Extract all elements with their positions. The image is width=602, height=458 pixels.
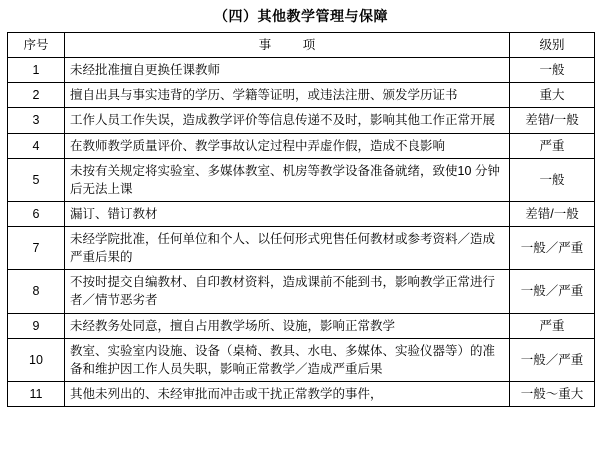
- row-item: 其他未列出的、未经审批而冲击或干扰正常教学的事件，: [65, 381, 510, 406]
- row-level: 一般～重大: [510, 381, 595, 406]
- row-no: 10: [8, 338, 65, 381]
- table-body: [8, 58, 595, 407]
- table-row: [8, 83, 595, 108]
- row-level: 严重: [510, 133, 595, 158]
- row-level: 差错/一般: [510, 108, 595, 133]
- column-header-item: 事 项: [65, 33, 510, 58]
- table-row: [8, 381, 595, 406]
- table-row: [8, 270, 595, 313]
- row-level: 一般: [510, 158, 595, 201]
- table-row: [8, 201, 595, 226]
- row-no: 3: [8, 108, 65, 133]
- table-row: [8, 227, 595, 270]
- row-item: 漏订、错订教材: [65, 201, 510, 226]
- row-item: 未经学院批准，任何单位和个人、以任何形式兜售任何教材或参考资料／造成严重后果的: [65, 227, 510, 270]
- row-no: 11: [8, 381, 65, 406]
- row-no: 8: [8, 270, 65, 313]
- row-no: 9: [8, 313, 65, 338]
- row-item: 不按时提交自编教材、自印教材资料，造成课前不能到书，影响教学正常进行者／情节恶劣者: [65, 270, 510, 313]
- row-level: 严重: [510, 313, 595, 338]
- column-header-level: 级别: [510, 33, 595, 58]
- row-item: 未经批准擅自更换任课教师: [65, 58, 510, 83]
- row-item: 工作人员工作失误，造成教学评价等信息传递不及时，影响其他工作正常开展: [65, 108, 510, 133]
- row-no: 6: [8, 201, 65, 226]
- row-no: 1: [8, 58, 65, 83]
- column-header-no: 序号: [8, 33, 65, 58]
- table-row: [8, 133, 595, 158]
- row-no: 5: [8, 158, 65, 201]
- row-item: 教室、实验室内设施、设备（桌椅、教具、水电、多媒体、实验仪器等）的准备和维护因工作人员失职，影响正常教学／造成严重后果: [65, 338, 510, 381]
- page-title: （四）其他教学管理与保障: [214, 8, 388, 24]
- table-row: [8, 313, 595, 338]
- row-level: 一般／严重: [510, 338, 595, 381]
- row-level: 差错/一般: [510, 201, 595, 226]
- row-item: 未按有关规定将实验室、多媒体教室、机房等教学设备准备就绪，致使10 分钟后无法上课: [65, 158, 510, 201]
- row-no: 7: [8, 227, 65, 270]
- row-level: 一般／严重: [510, 270, 595, 313]
- table-row: [8, 158, 595, 201]
- row-item: 擅自出具与事实违背的学历、学籍等证明，或违法注册、颁发学历证书: [65, 83, 510, 108]
- row-no: 4: [8, 133, 65, 158]
- row-level: 重大: [510, 83, 595, 108]
- row-item: 未经教务处同意，擅自占用教学场所、设施，影响正常教学: [65, 313, 510, 338]
- table-header-row: [8, 33, 595, 58]
- table-row: [8, 108, 595, 133]
- row-level: 一般: [510, 58, 595, 83]
- row-no: 2: [8, 83, 65, 108]
- row-item: 在教师教学质量评价、教学事故认定过程中弄虚作假，造成不良影响: [65, 133, 510, 158]
- teaching-management-table: [7, 32, 595, 407]
- table-header: [8, 33, 595, 58]
- table-row: [8, 338, 595, 381]
- table-row: [8, 58, 595, 83]
- row-level: 一般／严重: [510, 227, 595, 270]
